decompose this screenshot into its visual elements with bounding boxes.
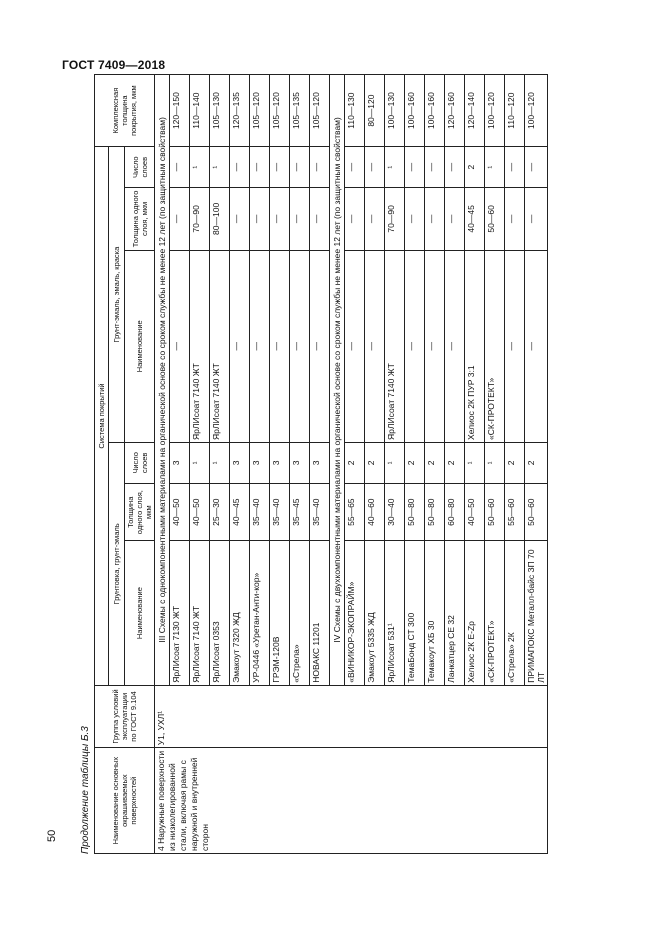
group-cell: У1, УХЛ¹ (155, 685, 548, 748)
enamel-layers-cell: — (425, 147, 445, 188)
primer-thickness-cell: 40—50 (190, 483, 210, 541)
col-group-header: Группа условий эксплуатации по ГОСТ 9.104 (95, 685, 155, 748)
enamel-layers-cell: — (170, 147, 190, 188)
total-thickness-cell: 105—120 (250, 75, 270, 147)
primer-layers-cell: 2 (405, 442, 425, 483)
primer-name-cell: «СК-ПРОТЕКТ» (485, 541, 505, 685)
primer-layers-cell: ¹ (190, 442, 210, 483)
primer-thickness-cell: 50—80 (405, 483, 425, 541)
enamel-thickness-cell: — (425, 188, 445, 251)
primer-thickness-cell: 55—65 (345, 483, 365, 541)
enamel-layers-cell: — (445, 147, 465, 188)
primer-thickness-cell: 40—50 (465, 483, 485, 541)
primer-thickness-cell: 40—50 (170, 483, 190, 541)
enamel-thickness-cell: — (270, 188, 290, 251)
enamel-thickness-cell: — (250, 188, 270, 251)
enamel-name-cell: — (345, 250, 365, 442)
enamel-layers-cell: ¹ (485, 147, 505, 188)
total-thickness-cell: 80—120 (365, 75, 385, 147)
enamel-layers-cell: — (290, 147, 310, 188)
primer-thickness-cell: 35—40 (270, 483, 290, 541)
col-enamel-layers: Число слоев (125, 147, 155, 188)
enamel-layers-cell: — (405, 147, 425, 188)
total-thickness-cell: 110—140 (190, 75, 210, 147)
enamel-thickness-cell: — (170, 188, 190, 251)
primer-thickness-cell: 50—60 (525, 483, 548, 541)
enamel-name-cell: — (230, 250, 250, 442)
primer-name-cell: ПРИМАПОКС Металл-байс ЗП 70 ЛТ (525, 541, 548, 685)
col-system-header: Система покрытий (95, 147, 109, 686)
enamel-name-cell: — (505, 250, 525, 442)
primer-thickness-cell: 30—40 (385, 483, 405, 541)
enamel-name-cell: — (310, 250, 330, 442)
primer-layers-cell: 3 (170, 442, 190, 483)
enamel-layers-cell: — (345, 147, 365, 188)
primer-thickness-cell: 50—60 (485, 483, 505, 541)
primer-name-cell: ЯрЛИсоат 7140 ЖТ (190, 541, 210, 685)
enamel-name-cell: — (250, 250, 270, 442)
primer-name-cell: «Стрела» 2К (505, 541, 525, 685)
enamel-thickness-cell: 70—90 (190, 188, 210, 251)
enamel-layers-cell: — (525, 147, 548, 188)
primer-name-cell: ЯрЛИсоат 7130 ЖТ (170, 541, 190, 685)
enamel-layers-cell: — (505, 147, 525, 188)
total-thickness-cell: 105—120 (270, 75, 290, 147)
primer-layers-cell: ¹ (210, 442, 230, 483)
enamel-layers-cell: — (310, 147, 330, 188)
enamel-thickness-cell: — (405, 188, 425, 251)
total-thickness-cell: 105—120 (310, 75, 330, 147)
primer-name-cell: Эмакоут 5335 ЖД (365, 541, 385, 685)
primer-thickness-cell: 40—45 (230, 483, 250, 541)
enamel-name-cell: — (425, 250, 445, 442)
page-number: 50 (46, 829, 58, 842)
continuation-label: Продолжение таблицы Б.3 (80, 726, 91, 854)
total-thickness-cell: 100—130 (385, 75, 405, 147)
col-enamel-name: Наименование (125, 250, 155, 442)
total-thickness-cell: 120—140 (465, 75, 485, 147)
section4-title: IV Схемы с двухкомпонентными материалами на органической основе со сроком службы не менее 12 лет (по защитным свойствам) (330, 75, 345, 686)
total-thickness-cell: 110—130 (345, 75, 365, 147)
primer-layers-cell: ¹ (485, 442, 505, 483)
primer-layers-cell: 3 (310, 442, 330, 483)
col-enamel-header: Грунт-эмаль, эмаль, краска (109, 147, 125, 443)
enamel-thickness-cell: — (230, 188, 250, 251)
primer-thickness-cell: 25—30 (210, 483, 230, 541)
primer-thickness-cell: 35—45 (290, 483, 310, 541)
primer-name-cell: Хелиос 2К Е-Zp (465, 541, 485, 685)
primer-thickness-cell: 35—40 (310, 483, 330, 541)
col-primer-name: Наименование (125, 541, 155, 685)
enamel-thickness-cell: — (365, 188, 385, 251)
primer-layers-cell: 3 (270, 442, 290, 483)
enamel-thickness-cell: 50—60 (485, 188, 505, 251)
enamel-layers-cell: ¹ (190, 147, 210, 188)
enamel-thickness-cell: — (345, 188, 365, 251)
primer-layers-cell: 2 (505, 442, 525, 483)
col-primer-header: Грунтовка, грунт-эмаль (109, 442, 125, 685)
enamel-thickness-cell: 40—45 (465, 188, 485, 251)
enamel-layers-cell: ¹ (385, 147, 405, 188)
enamel-name-cell: — (365, 250, 385, 442)
enamel-layers-cell: — (365, 147, 385, 188)
section3-title: III Схемы с однокомпонентными материалами на органической основе со сроком службы не менее 12 лет (по защитным свойствам) (155, 75, 170, 686)
total-thickness-cell: 110—120 (505, 75, 525, 147)
surface-cell: 4 Наружные поверхности из низколегированной стали, включая рамы с наружной и внутренней сторон (155, 748, 548, 854)
primer-name-cell: Темакоут ХБ 30 (425, 541, 445, 685)
primer-thickness-cell: 35—40 (250, 483, 270, 541)
standard-header: ГОСТ 7409—2018 (62, 58, 166, 72)
total-thickness-cell: 100—120 (525, 75, 548, 147)
primer-thickness-cell: 50—80 (425, 483, 445, 541)
enamel-layers-cell: — (230, 147, 250, 188)
enamel-name-cell: — (170, 250, 190, 442)
primer-layers-cell: 2 (445, 442, 465, 483)
primer-layers-cell: ¹ (385, 442, 405, 483)
total-thickness-cell: 120—135 (230, 75, 250, 147)
enamel-name-cell: «СК-ПРОТЕКТ» (485, 250, 505, 442)
col-surface-header: Наименование основных окрашиваемых поверхностей (95, 748, 155, 854)
primer-name-cell: УР-0446 «Уретан-Анти-кор» (250, 541, 270, 685)
total-thickness-cell: 105—130 (210, 75, 230, 147)
primer-name-cell: ЯрЛИсоат 531¹ (385, 541, 405, 685)
primer-layers-cell: ¹ (465, 442, 485, 483)
primer-layers-cell: 3 (250, 442, 270, 483)
primer-name-cell: «Стрела» (290, 541, 310, 685)
primer-name-cell: Ланкатцер СЕ 32 (445, 541, 465, 685)
primer-name-cell: ГРЭМ-120В (270, 541, 290, 685)
enamel-name-cell: — (445, 250, 465, 442)
rotated-table-container (80, 74, 600, 854)
enamel-layers-cell: ¹ (210, 147, 230, 188)
enamel-name-cell: Хелиос 2К ПУР 3:1 (465, 250, 485, 442)
primer-layers-cell: 3 (290, 442, 310, 483)
primer-name-cell: ЯрЛИсоат 0353 (210, 541, 230, 685)
enamel-name-cell: — (270, 250, 290, 442)
primer-thickness-cell: 40—60 (365, 483, 385, 541)
enamel-name-cell: ЯрЛИсоат 7140 ЖТ (210, 250, 230, 442)
enamel-name-cell: — (525, 250, 548, 442)
enamel-thickness-cell: — (445, 188, 465, 251)
total-thickness-cell: 120—150 (170, 75, 190, 147)
enamel-thickness-cell: — (310, 188, 330, 251)
primer-layers-cell: 2 (365, 442, 385, 483)
primer-thickness-cell: 60—80 (445, 483, 465, 541)
enamel-name-cell: ЯрЛИсоат 7140 ЖТ (385, 250, 405, 442)
enamel-name-cell: ЯрЛИсоат 7140 ЖТ (190, 250, 210, 442)
primer-layers-cell: 3 (230, 442, 250, 483)
primer-name-cell: «ВИНИКОР-ЭКОПРАЙМ» (345, 541, 365, 685)
enamel-name-cell: — (290, 250, 310, 442)
enamel-layers-cell: — (270, 147, 290, 188)
col-enamel-thickness: Толщина одного слоя, мкм (125, 188, 155, 251)
col-primer-layers: Число слоев (125, 442, 155, 483)
primer-name-cell: НОВАКС 11201 (310, 541, 330, 685)
enamel-thickness-cell: 70—90 (385, 188, 405, 251)
col-primer-thickness: Толщина одного слоя, мкм (125, 483, 155, 541)
primer-thickness-cell: 55—60 (505, 483, 525, 541)
total-thickness-cell: 120—160 (445, 75, 465, 147)
enamel-name-cell: — (405, 250, 425, 442)
primer-name-cell: Эмакоут 7320 ЖД (230, 541, 250, 685)
primer-layers-cell: 2 (425, 442, 445, 483)
total-thickness-cell: 100—160 (405, 75, 425, 147)
total-thickness-cell: 105—135 (290, 75, 310, 147)
col-total-header: Комплексная толщина покрытия, мкм (95, 75, 155, 147)
enamel-thickness-cell: 80—100 (210, 188, 230, 251)
total-thickness-cell: 100—120 (485, 75, 505, 147)
primer-layers-cell: 2 (345, 442, 365, 483)
coating-table (94, 74, 548, 854)
primer-name-cell: ТемаБонд СТ 300 (405, 541, 425, 685)
enamel-thickness-cell: — (525, 188, 548, 251)
total-thickness-cell: 100—160 (425, 75, 445, 147)
enamel-layers-cell: 2 (465, 147, 485, 188)
primer-layers-cell: 2 (525, 442, 548, 483)
enamel-layers-cell: — (250, 147, 270, 188)
enamel-thickness-cell: — (505, 188, 525, 251)
enamel-thickness-cell: — (290, 188, 310, 251)
